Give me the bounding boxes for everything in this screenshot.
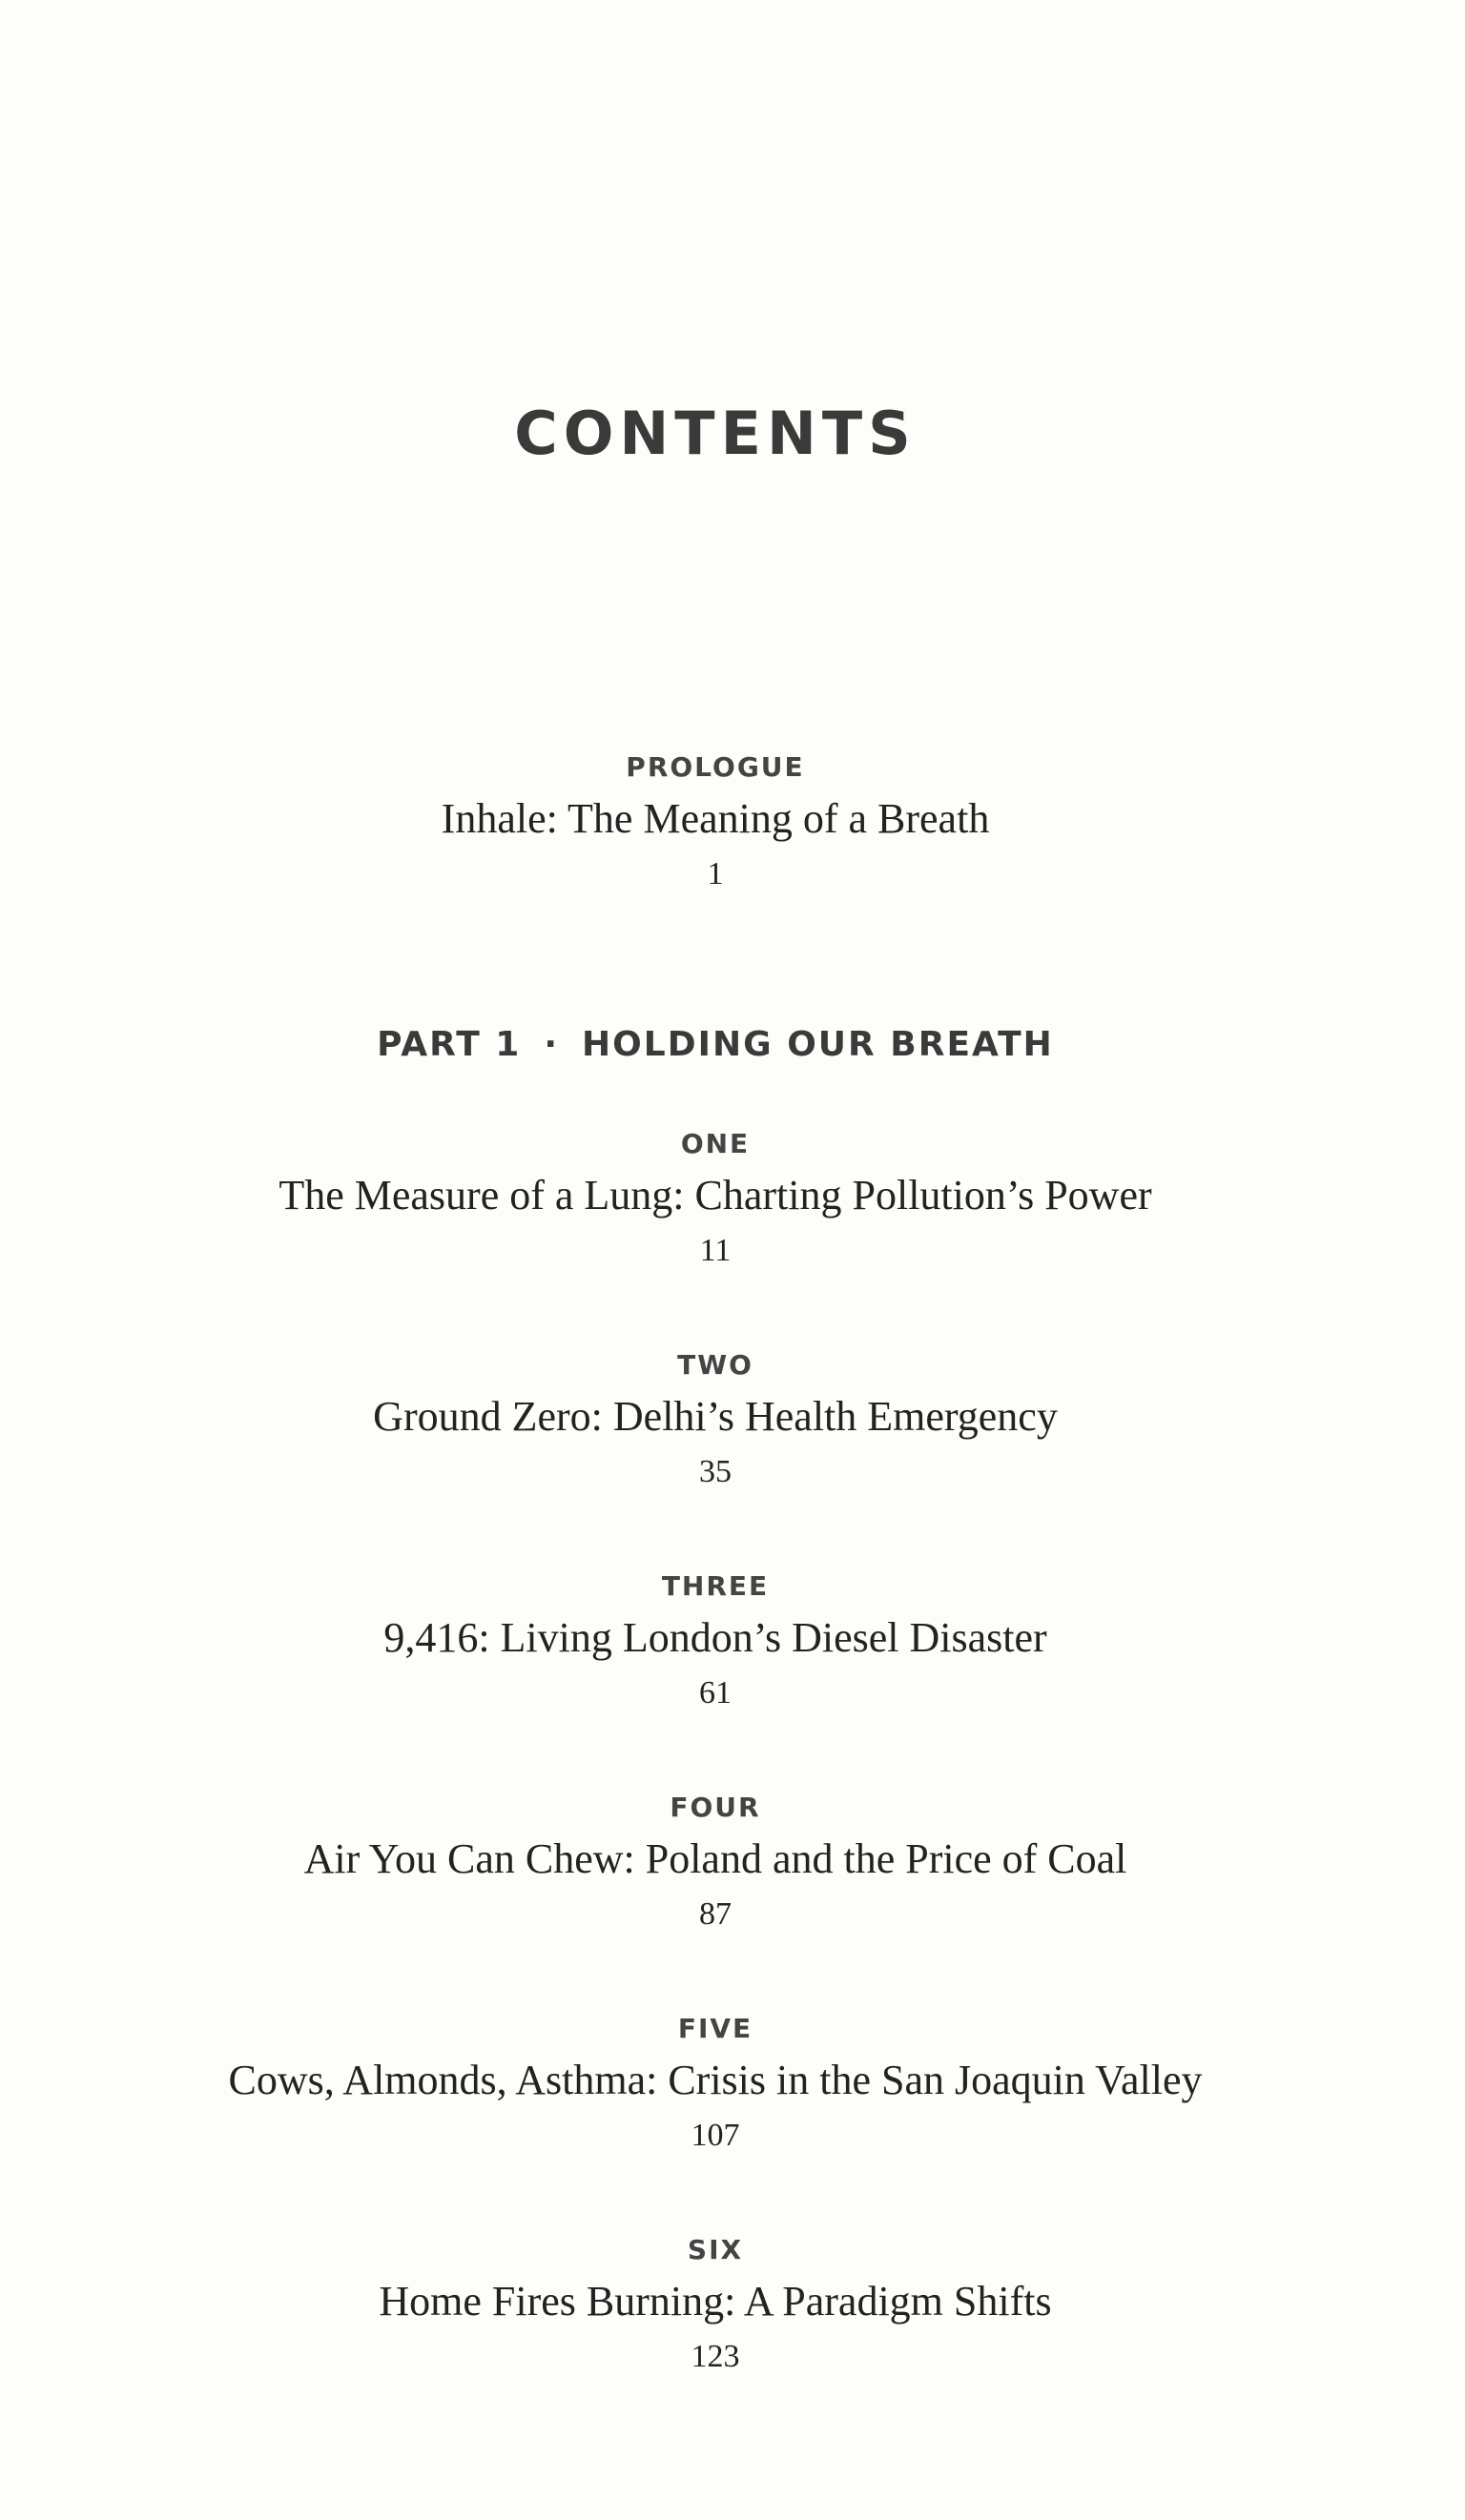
- entry-label: SIX: [687, 2234, 744, 2265]
- entry-page-number: 87: [699, 1896, 732, 1932]
- toc-entry-chapter: [0, 2010, 1431, 2157]
- entry-page-number: 1: [707, 856, 724, 891]
- entry-label: PROLOGUE: [626, 751, 805, 783]
- entry-label: FIVE: [677, 2013, 753, 2044]
- toc-entry-chapter: [0, 1125, 1431, 1272]
- entry-title: Home Fires Burning: A Paradigm Shifts: [379, 2278, 1052, 2325]
- toc-entry-chapter: [0, 1789, 1431, 1936]
- part-number: PART 1: [377, 1025, 522, 1064]
- page-title: CONTENTS: [514, 399, 917, 468]
- toc-entry-chapter: [0, 2231, 1431, 2378]
- toc-entry-chapter: [0, 1346, 1431, 1493]
- entry-page-number: 123: [691, 2339, 740, 2374]
- entry-label: FOUR: [670, 1792, 761, 1823]
- entry-title: Air You Can Chew: Poland and the Price of Coal: [303, 1835, 1127, 1882]
- entry-page-number: 61: [699, 1675, 732, 1711]
- entry-page-number: 107: [691, 2118, 740, 2153]
- entry-title: 9,416: Living London’s Diesel Disaster: [383, 1614, 1047, 1661]
- part-heading: [0, 1025, 1431, 1064]
- entry-title: The Measure of a Lung: Charting Pollution’s Power: [279, 1172, 1152, 1219]
- entry-label: ONE: [680, 1128, 751, 1159]
- entry-label: THREE: [661, 1570, 770, 1602]
- entry-title: Cows, Almonds, Asthma: Crisis in the San Joaquin Valley: [228, 2057, 1203, 2103]
- entry-title: Inhale: The Meaning of a Breath: [441, 795, 990, 842]
- toc-entry-chapter: [0, 1567, 1431, 1714]
- entry-page-number: 11: [699, 1233, 732, 1268]
- toc-entry-prologue: [0, 748, 1431, 895]
- entry-label: TWO: [677, 1349, 753, 1381]
- part-separator: ·: [544, 1025, 560, 1064]
- entry-title: Ground Zero: Delhi’s Health Emergency: [373, 1393, 1058, 1440]
- entry-page-number: 35: [699, 1454, 732, 1489]
- part-name: HOLDING OUR BREATH: [582, 1025, 1054, 1064]
